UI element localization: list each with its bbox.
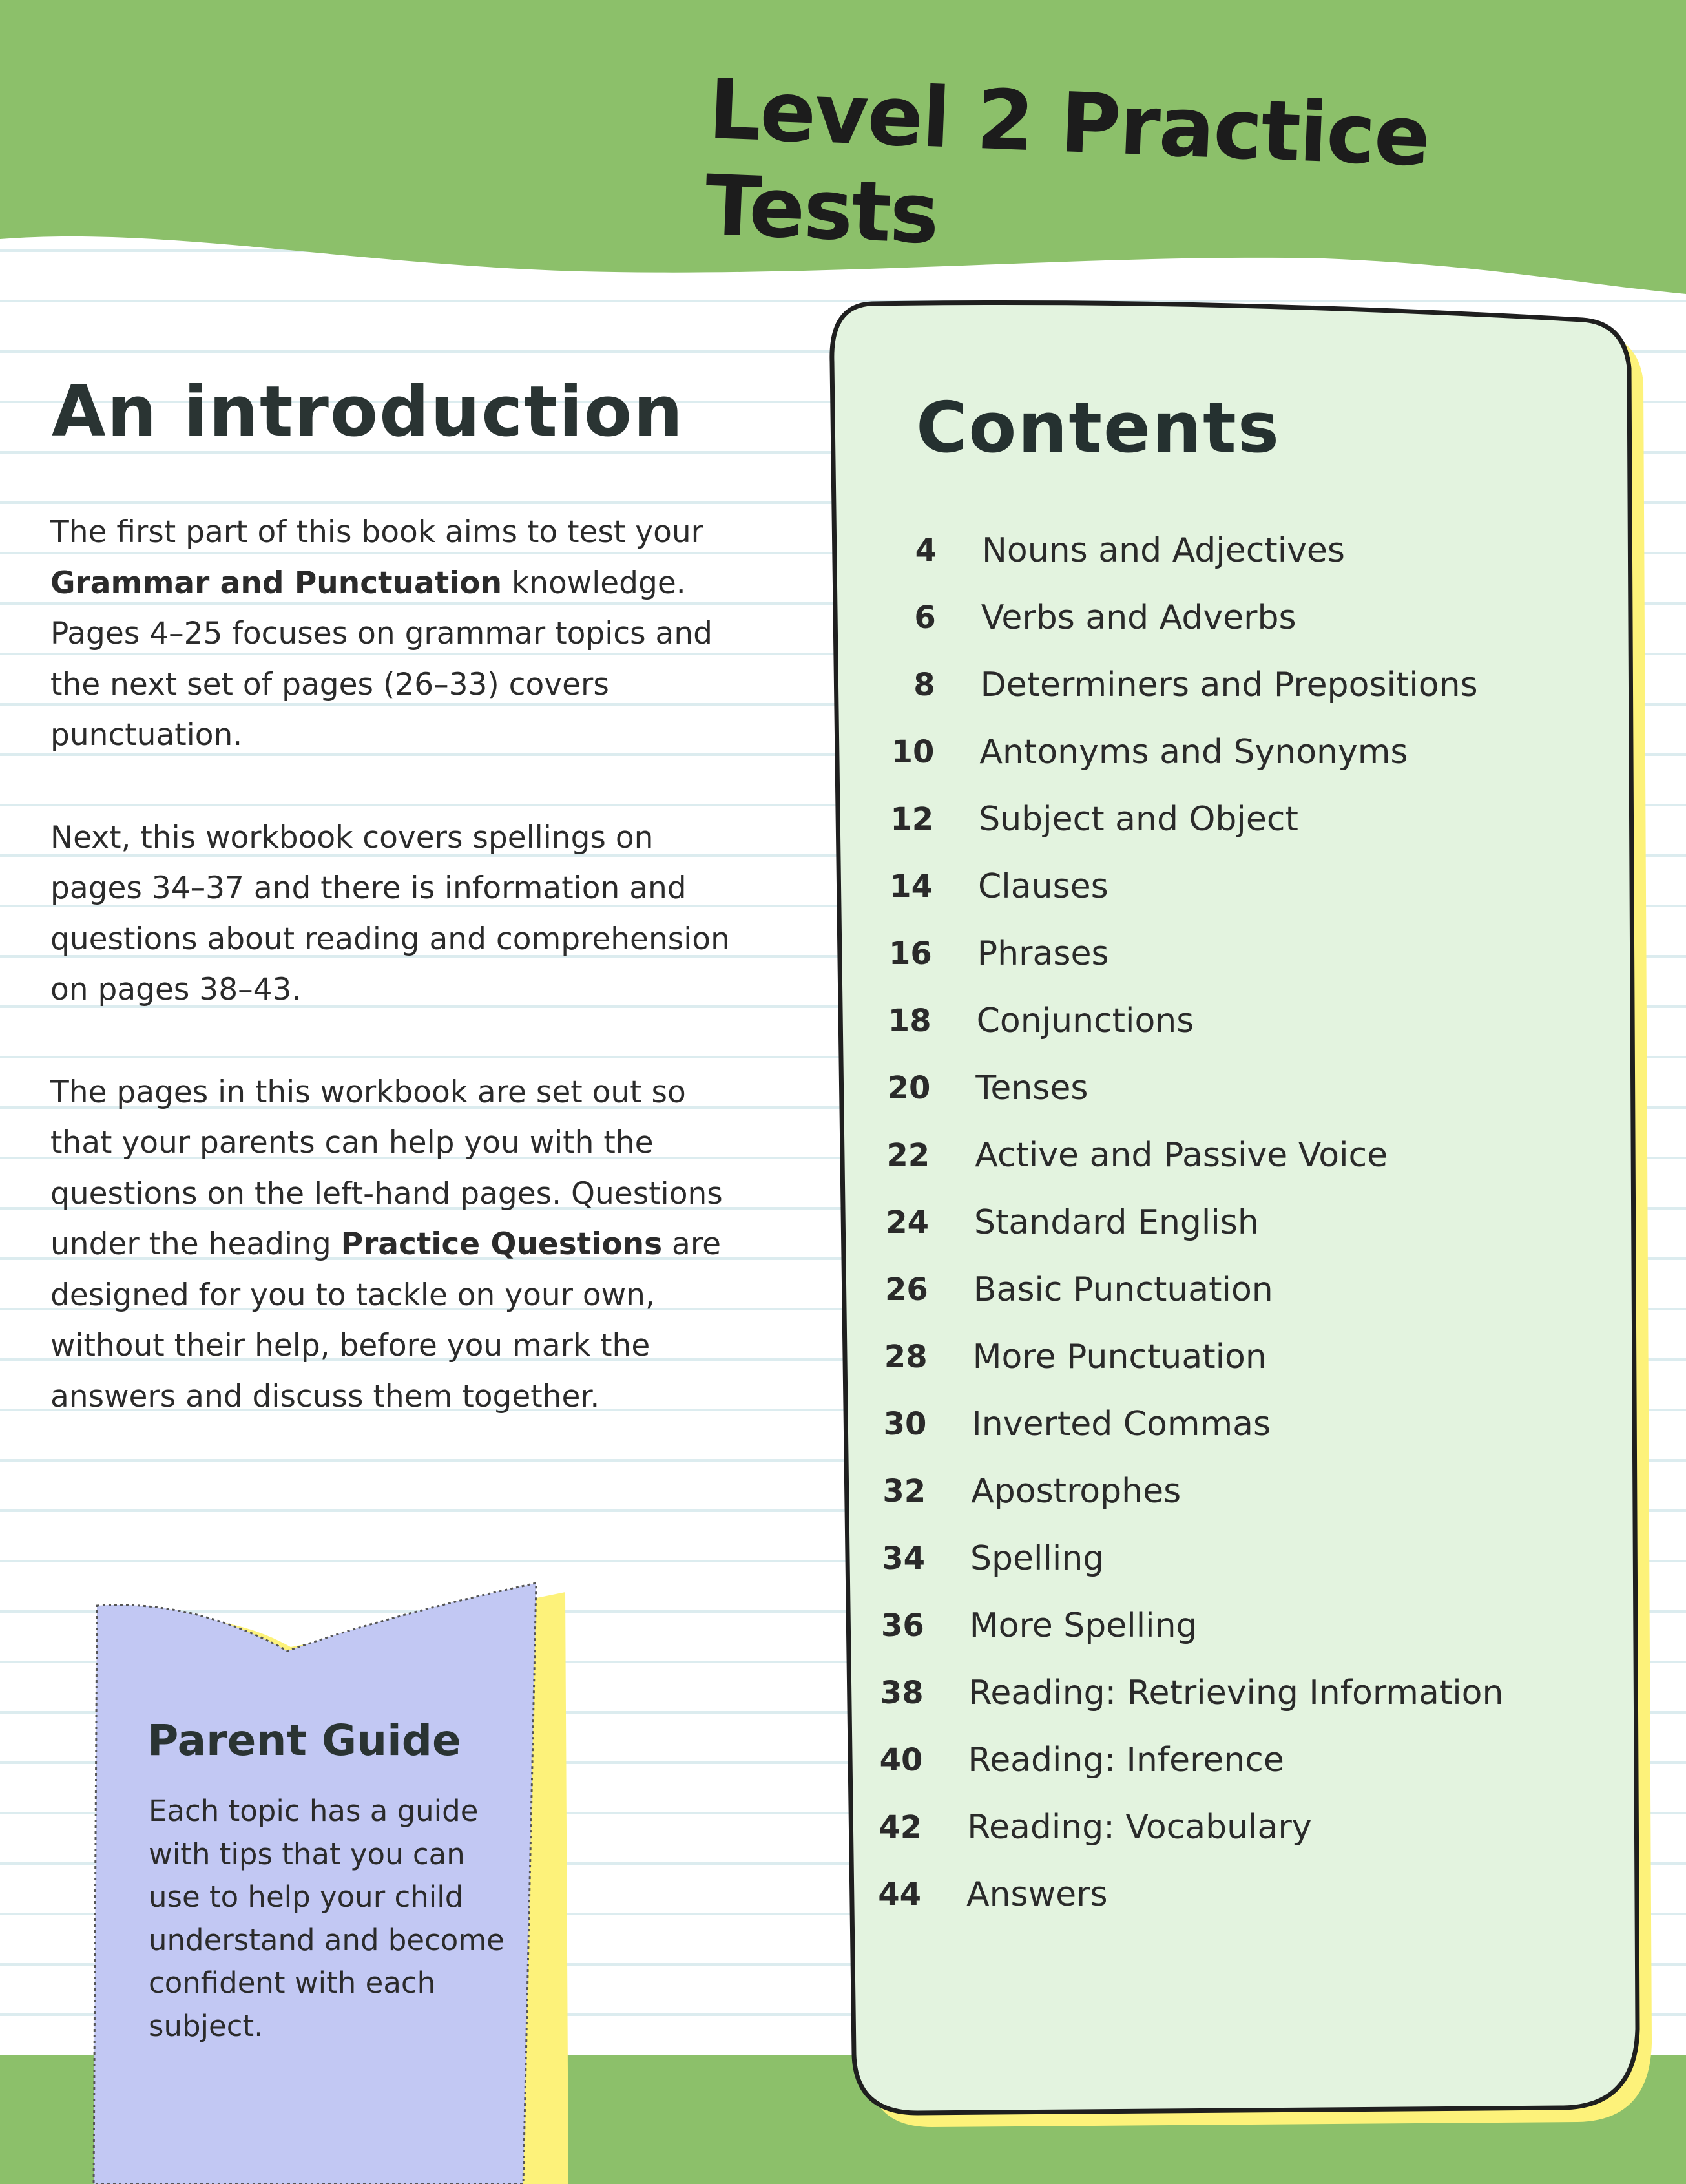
contents-item bbox=[865, 1122, 1576, 1189]
contents-item-title: Apostrophes bbox=[971, 1472, 1181, 1511]
contents-item-page: 4 bbox=[915, 532, 937, 569]
contents-item-page: 44 bbox=[878, 1876, 921, 1913]
book-title: Level 2 Practice Tests bbox=[703, 61, 1431, 263]
contents-item-page: 32 bbox=[882, 1473, 926, 1509]
contents-item-title: Standard English bbox=[974, 1203, 1259, 1242]
contents-item-title: Answers bbox=[966, 1875, 1108, 1914]
contents-item bbox=[861, 1458, 1572, 1525]
contents-item-page: 26 bbox=[885, 1272, 928, 1308]
contents-item bbox=[867, 987, 1577, 1055]
intro-heading: An introduction bbox=[52, 372, 685, 452]
contents-item-page: 8 bbox=[913, 667, 935, 703]
contents-item bbox=[868, 920, 1578, 987]
contents-item-page: 40 bbox=[879, 1742, 923, 1778]
contents-item bbox=[857, 1861, 1567, 1928]
contents-item bbox=[863, 1323, 1574, 1391]
contents-item bbox=[859, 1659, 1570, 1727]
contents-item bbox=[862, 1391, 1572, 1458]
parent-guide-text: Each topic has a guide with tips that you can use to help your child understand and become confident with each subject. bbox=[149, 1794, 505, 2043]
contents-item bbox=[864, 1256, 1574, 1323]
intro-text bbox=[50, 507, 748, 1474]
contents-item bbox=[868, 853, 1579, 920]
contents-item-page: 36 bbox=[881, 1608, 924, 1644]
contents-item bbox=[858, 1727, 1568, 1794]
contents-item-title: Active and Passive Voice bbox=[975, 1136, 1388, 1175]
contents-item-page: 42 bbox=[879, 1809, 922, 1845]
contents-item-title: Tenses bbox=[975, 1069, 1088, 1108]
intro-paragraph-3: The pages in this workbook are set out so that your parents can help you with the questions on the left-hand pages. Questions under the heading Practice Questions are designed for you to tackle on your own, without their help, before you mark the answers and discuss them together. bbox=[50, 1074, 723, 1414]
contents-item-page: 14 bbox=[890, 868, 933, 905]
contents-item bbox=[872, 517, 1583, 584]
parent-guide-heading: Parent Guide bbox=[147, 1716, 461, 1765]
contents-item-title: Inverted Commas bbox=[972, 1405, 1271, 1444]
contents-item-title: Conjunctions bbox=[976, 1002, 1194, 1040]
contents-item-page: 10 bbox=[891, 734, 935, 770]
contents-item bbox=[869, 719, 1580, 786]
contents-item-page: 18 bbox=[888, 1003, 931, 1039]
contents-item-page: 30 bbox=[883, 1406, 927, 1442]
contents-item-page: 20 bbox=[887, 1070, 931, 1106]
contents-item bbox=[871, 651, 1581, 719]
intro-paragraph-2: Next, this workbook covers spellings on pages 34–37 and there is information and questions about reading and comprehension on pages 38–43. bbox=[50, 819, 730, 1007]
contents-item bbox=[871, 584, 1582, 651]
contents-item-page: 34 bbox=[882, 1540, 925, 1577]
contents-item-page: 6 bbox=[914, 600, 936, 636]
contents-item bbox=[864, 1189, 1575, 1256]
contents-item-title: Basic Punctuation bbox=[973, 1270, 1273, 1309]
contents-item-page: 12 bbox=[890, 801, 934, 837]
contents-item-title: Nouns and Adjectives bbox=[982, 531, 1345, 570]
contents-item-title: Antonyms and Synonyms bbox=[979, 733, 1408, 772]
contents-item-title: More Punctuation bbox=[972, 1338, 1267, 1376]
contents-item-title: Reading: Vocabulary bbox=[967, 1808, 1312, 1847]
contents-item-title: Clauses bbox=[978, 867, 1108, 906]
contents-item-title: More Spelling bbox=[969, 1606, 1198, 1645]
contents-item bbox=[860, 1592, 1570, 1659]
contents-item-page: 16 bbox=[889, 936, 932, 972]
contents-item bbox=[857, 1794, 1568, 1861]
contents-item-title: Determiners and Prepositions bbox=[980, 666, 1478, 704]
contents-item-title: Reading: Inference bbox=[968, 1741, 1284, 1780]
contents-item bbox=[860, 1525, 1571, 1592]
contents-item-title: Subject and Object bbox=[979, 800, 1298, 839]
contents-item bbox=[866, 1055, 1576, 1122]
contents-item-page: 38 bbox=[880, 1675, 924, 1711]
contents-item-page: 28 bbox=[884, 1339, 928, 1375]
contents-heading: Contents bbox=[916, 388, 1281, 468]
contents-item-page: 24 bbox=[886, 1204, 929, 1241]
contents-item-title: Phrases bbox=[977, 934, 1109, 973]
contents-list bbox=[872, 517, 1583, 1928]
contents-item-title: Verbs and Adverbs bbox=[981, 598, 1296, 637]
contents-item-title: Spelling bbox=[970, 1539, 1105, 1578]
contents-item bbox=[869, 786, 1579, 853]
intro-paragraph-1: The first part of this book aims to test your Grammar and Punctuation knowledge. Pages 4–25 focuses on grammar topics and the next set of pages (26–33) covers punctuation. bbox=[50, 514, 713, 753]
contents-item-title: Reading: Retrieving Information bbox=[968, 1674, 1504, 1712]
contents-item-page: 22 bbox=[886, 1137, 930, 1173]
